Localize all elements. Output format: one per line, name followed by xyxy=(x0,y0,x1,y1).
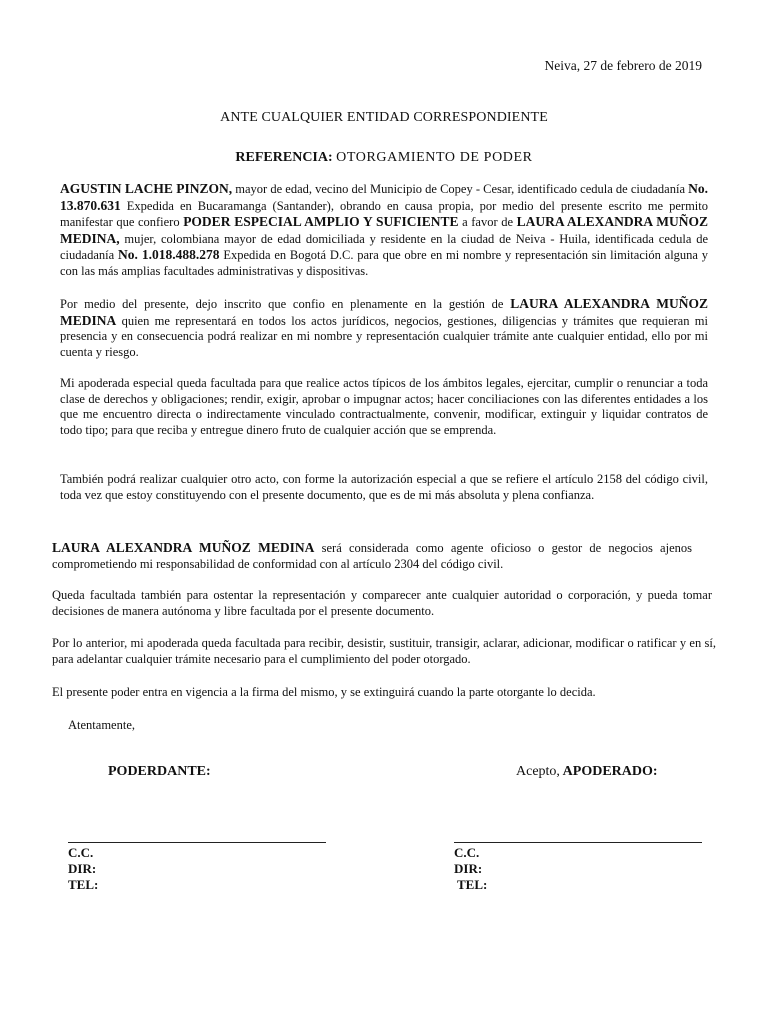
cc-label: C.C. xyxy=(454,845,480,860)
attorney-signature-line xyxy=(454,842,702,843)
reference-line xyxy=(0,150,768,166)
power-type: PODER ESPECIAL AMPLIO Y SUFICIENTE xyxy=(183,214,459,230)
paragraph-representation: Queda facultada también para ostentar la representación y comparecer ante cualquier autoridad o corporación, y pueda tomar decisiones de manera autónoma y libre facultada por el presente documento. xyxy=(52,588,712,618)
paragraph-text: mayor de edad, vecino del Municipio de Copey - Cesar, identificado cedula de ciudadanía xyxy=(232,182,689,196)
tel-label: TEL: xyxy=(68,877,99,892)
dir-label: DIR: xyxy=(68,861,97,876)
paragraph-grant xyxy=(60,181,708,280)
paragraph-text: Expedida en Bucaramanga (Santander), obrando en causa propia, por medio del presente escrito me permito manifestar que confiero xyxy=(60,198,708,230)
paragraph-text: mujer, colombiana mayor de edad domiciliada y residente en la ciudad de Neiva - Huila, identificada cedula de ciudadanía xyxy=(60,231,708,263)
paragraph-text: Por medio del presente, dejo inscrito que confio en plenamente en la gestión de xyxy=(60,297,511,311)
paragraph-faculties: Mi apoderada especial queda facultada para que realice actos típicos de los ámbitos legales, ejercitar, cumplir o renunciar a toda clase de derechos y obligaciones; rendir, exigir, aprobar o impugnar actos; hacer conciliaciones con las diferentes entidades a los que me encuentro directa o indirectamente vinculado contractualmente, convenir, modificar, extinguir y liquidar contratos de todo tipo; para que reciba y entregue dinero fruto de cualquier acción que se emprenda. xyxy=(60,376,708,437)
paragraph-validity: El presente poder entra en vigencia a la firma del mismo, y se extinguirá cuando la parte otorgante lo decida. xyxy=(52,685,596,699)
dir-label: DIR: xyxy=(454,861,483,876)
closing-salutation: Atentamente, xyxy=(68,718,135,732)
attorney-id: No. 1.018.488.278 xyxy=(117,247,220,263)
paragraph-text: Expedida en Bogotá D.C. para que obre en mi nombre y representación sin limitación alguna y con las más amplias facultades administrativas y dispositivas. xyxy=(60,248,709,278)
document-title: ANTE CUALQUIER ENTIDAD CORRESPONDIENTE xyxy=(220,110,548,125)
attorney-heading-label: APODERADO: xyxy=(562,764,658,779)
paragraph-other-acts: También podrá realizar cualquier otro acto, con forme la autorización especial a que se refiere el artículo 2158 del código civil, toda vez que estoy constituyendo con el presente documento, que es de mi más absoluta y plena confianza. xyxy=(60,472,708,502)
attorney-name: LAURA ALEXANDRA MUÑOZ MEDINA xyxy=(60,296,708,328)
grantor-signature-heading: PODERDANTE: xyxy=(108,764,211,779)
paragraph-powers: Por lo anterior, mi apoderada queda facultada para recibir, desistir, sustituir, transigir, aclarar, adicionar, modificar o ratificar y en sí, para adelantar cualquier trámite necesario para el cumplimiento del poder otorgado. xyxy=(52,636,716,666)
grantor-id: No. 13.870.631 xyxy=(60,181,708,213)
attorney-name: LAURA ALEXANDRA MUÑOZ MEDINA xyxy=(52,540,315,555)
attorney-signature-fields xyxy=(454,845,487,893)
accept-label: Acepto, xyxy=(516,764,560,779)
reference-label: REFERENCIA: xyxy=(235,150,333,165)
date-line: Neiva, 27 de febrero de 2019 xyxy=(544,58,702,73)
paragraph-agent xyxy=(52,540,692,572)
grantor-name: AGUSTIN LACHE PINZON, xyxy=(60,181,233,196)
attorney-signature-heading xyxy=(516,764,658,780)
grantor-signature-fields xyxy=(68,845,98,893)
tel-label: TEL: xyxy=(457,877,488,892)
paragraph-trust xyxy=(60,296,708,360)
paragraph-text: será considerada como agente oficioso o gestor de negocios ajenos comprometiendo mi responsabilidad de conformidad con al artículo 2304 del código civil. xyxy=(52,541,692,571)
paragraph-text: a favor de xyxy=(458,215,517,230)
cc-label: C.C. xyxy=(68,845,94,860)
paragraph-text: quien me representará en todos los actos jurídicos, negocios, gestiones, diligencias y trámites que requieran mi presencia y en consecuencia podrá realizar en mi nombre y representación cualquier trámite ante cualquier entidad, ello por mi cuenta y riesgo. xyxy=(60,313,708,359)
attorney-name: LAURA ALEXANDRA MUÑOZ MEDINA, xyxy=(60,214,708,246)
grantor-signature-line xyxy=(68,842,326,843)
reference-value: OTORGAMIENTO DE PODER xyxy=(336,150,533,165)
